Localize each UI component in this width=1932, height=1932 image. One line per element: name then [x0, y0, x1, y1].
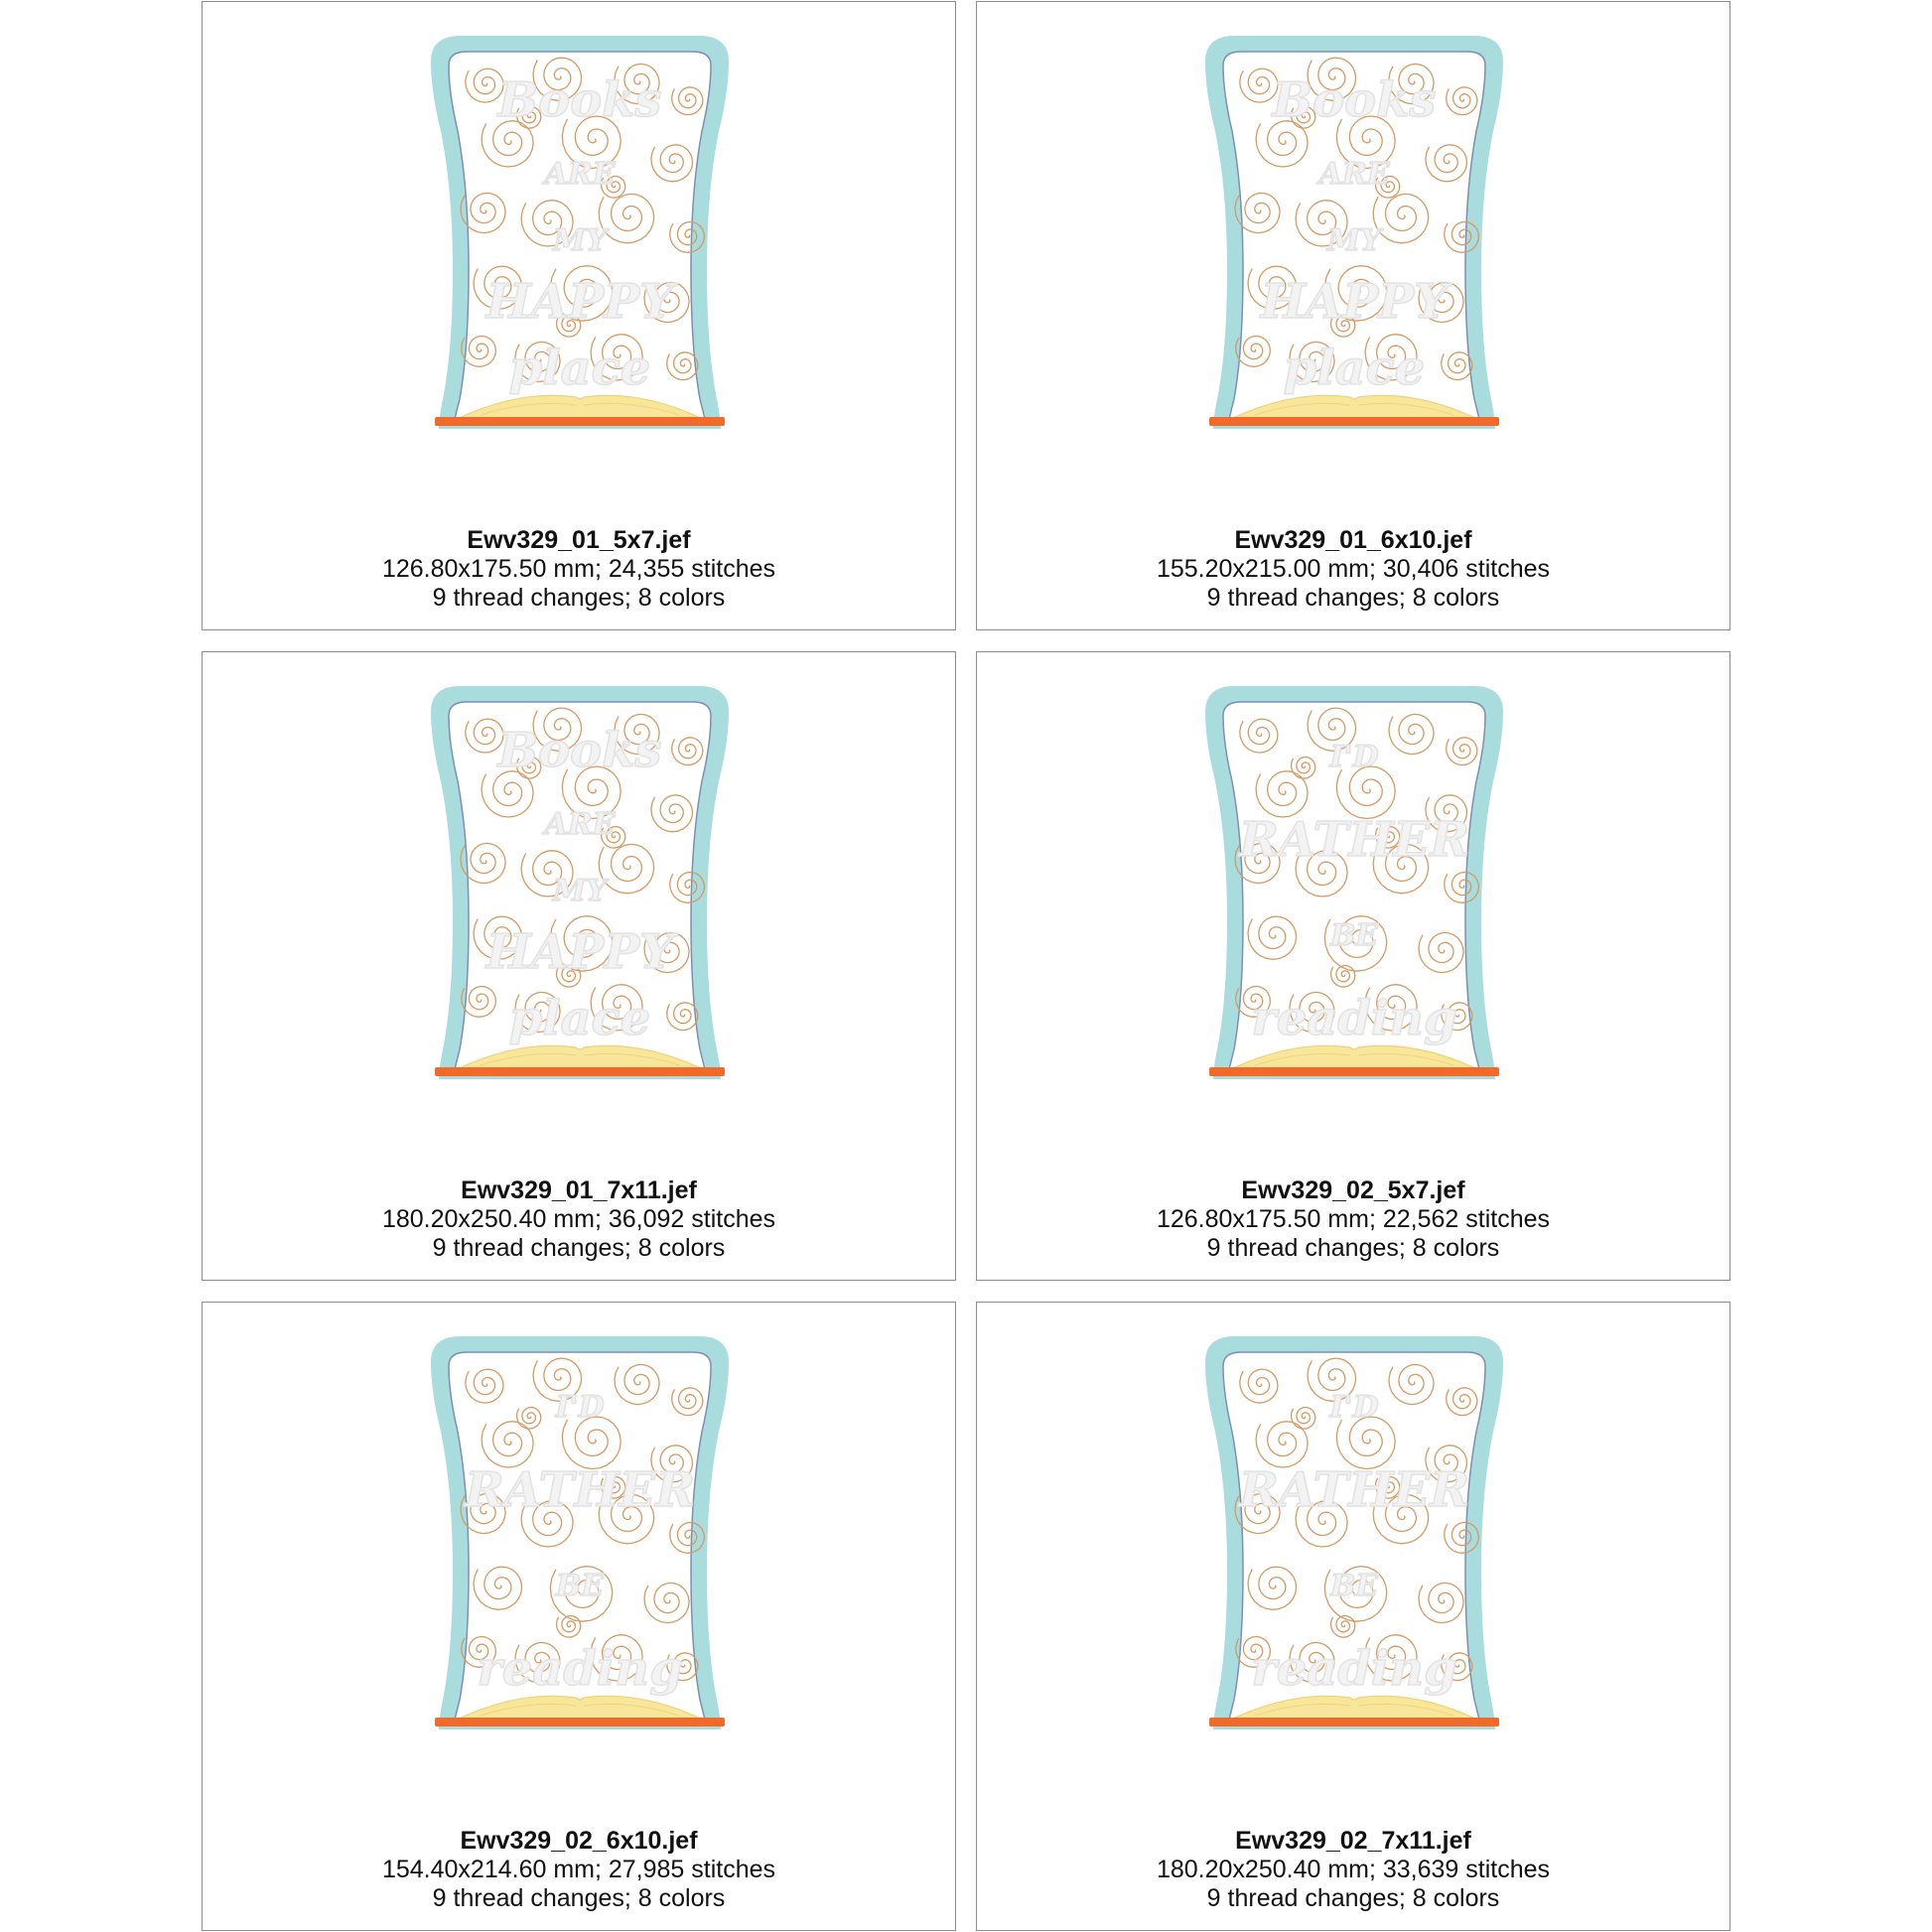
design-thread-info: 9 thread changes; 8 colors	[432, 1884, 726, 1912]
design-filename: Ewv329_02_6x10.jef	[460, 1827, 698, 1855]
design-lettering: reading	[477, 1641, 683, 1697]
design-lettering: I'D	[1329, 1390, 1379, 1425]
design-lettering: BE	[1329, 918, 1379, 953]
design-card	[202, 1302, 956, 1931]
design-lettering: HAPPY	[1260, 274, 1449, 330]
design-size-stitches: 154.40x214.60 mm; 27,985 stitches	[381, 1856, 776, 1883]
design-lettering: reading	[1251, 1641, 1457, 1697]
design-thread-info: 9 thread changes; 8 colors	[1206, 584, 1500, 612]
design-size-stitches: 155.20x215.00 mm; 30,406 stitches	[1156, 555, 1551, 583]
book-base	[1209, 1067, 1499, 1076]
design-caption	[203, 1827, 955, 1913]
design-lettering: RATHER	[1238, 1462, 1470, 1518]
design-caption	[977, 1827, 1729, 1913]
design-lettering: place	[1283, 341, 1426, 396]
design-lettering: I'D	[1329, 740, 1379, 774]
design-filename: Ewv329_02_5x7.jef	[1241, 1176, 1465, 1204]
design-lettering: RATHER	[464, 1462, 696, 1518]
book-base	[435, 1067, 725, 1076]
design-size-stitches: 180.20x250.40 mm; 36,092 stitches	[381, 1205, 776, 1233]
embroidery-preview	[391, 22, 768, 528]
design-filename: Ewv329_01_6x10.jef	[1234, 526, 1472, 554]
embroidery-preview	[1166, 1322, 1543, 1829]
design-lettering: reading	[1251, 991, 1457, 1046]
design-lettering: BE	[555, 1569, 605, 1603]
design-lettering: ARE	[544, 807, 616, 842]
design-card	[202, 1, 956, 630]
book-base	[1209, 417, 1499, 426]
design-caption	[203, 1176, 955, 1263]
embroidery-preview	[1166, 672, 1543, 1178]
design-card	[976, 651, 1730, 1281]
design-size-stitches: 180.20x250.40 mm; 33,639 stitches	[1156, 1856, 1551, 1883]
design-caption	[203, 526, 955, 613]
embroidery-preview	[391, 672, 768, 1178]
design-lettering: place	[508, 341, 651, 396]
design-caption	[977, 1176, 1729, 1263]
design-caption	[977, 526, 1729, 613]
design-filename: Ewv329_02_7x11.jef	[1235, 1827, 1471, 1855]
book-base	[435, 417, 725, 426]
embroidery-preview	[1166, 22, 1543, 528]
design-lettering: place	[508, 991, 651, 1046]
book-base	[435, 1718, 725, 1726]
design-thread-info: 9 thread changes; 8 colors	[432, 1234, 726, 1262]
design-card	[976, 1302, 1730, 1931]
book-base	[1209, 1718, 1499, 1726]
design-filename: Ewv329_01_5x7.jef	[467, 526, 691, 554]
design-filename: Ewv329_01_7x11.jef	[461, 1176, 697, 1204]
design-lettering: Books	[497, 72, 662, 128]
design-thread-info: 9 thread changes; 8 colors	[432, 584, 726, 612]
design-thread-info: 9 thread changes; 8 colors	[1206, 1234, 1500, 1262]
design-lettering: Books	[497, 723, 662, 778]
design-lettering: Books	[1272, 72, 1437, 128]
design-lettering: MY	[1326, 223, 1382, 258]
design-thread-info: 9 thread changes; 8 colors	[1206, 1884, 1500, 1912]
design-size-stitches: 126.80x175.50 mm; 24,355 stitches	[381, 555, 776, 583]
design-size-stitches: 126.80x175.50 mm; 22,562 stitches	[1156, 1205, 1551, 1233]
design-card	[202, 651, 956, 1281]
design-lettering: BE	[1329, 1569, 1379, 1603]
design-lettering: HAPPY	[485, 924, 674, 980]
design-lettering: ARE	[1318, 157, 1390, 192]
design-lettering: MY	[552, 223, 608, 258]
design-lettering: RATHER	[1238, 812, 1470, 868]
design-lettering: I'D	[555, 1390, 605, 1425]
design-lettering: MY	[552, 874, 608, 908]
design-lettering: HAPPY	[485, 274, 674, 330]
design-card	[976, 1, 1730, 630]
embroidery-preview	[391, 1322, 768, 1829]
design-lettering: ARE	[544, 157, 616, 192]
